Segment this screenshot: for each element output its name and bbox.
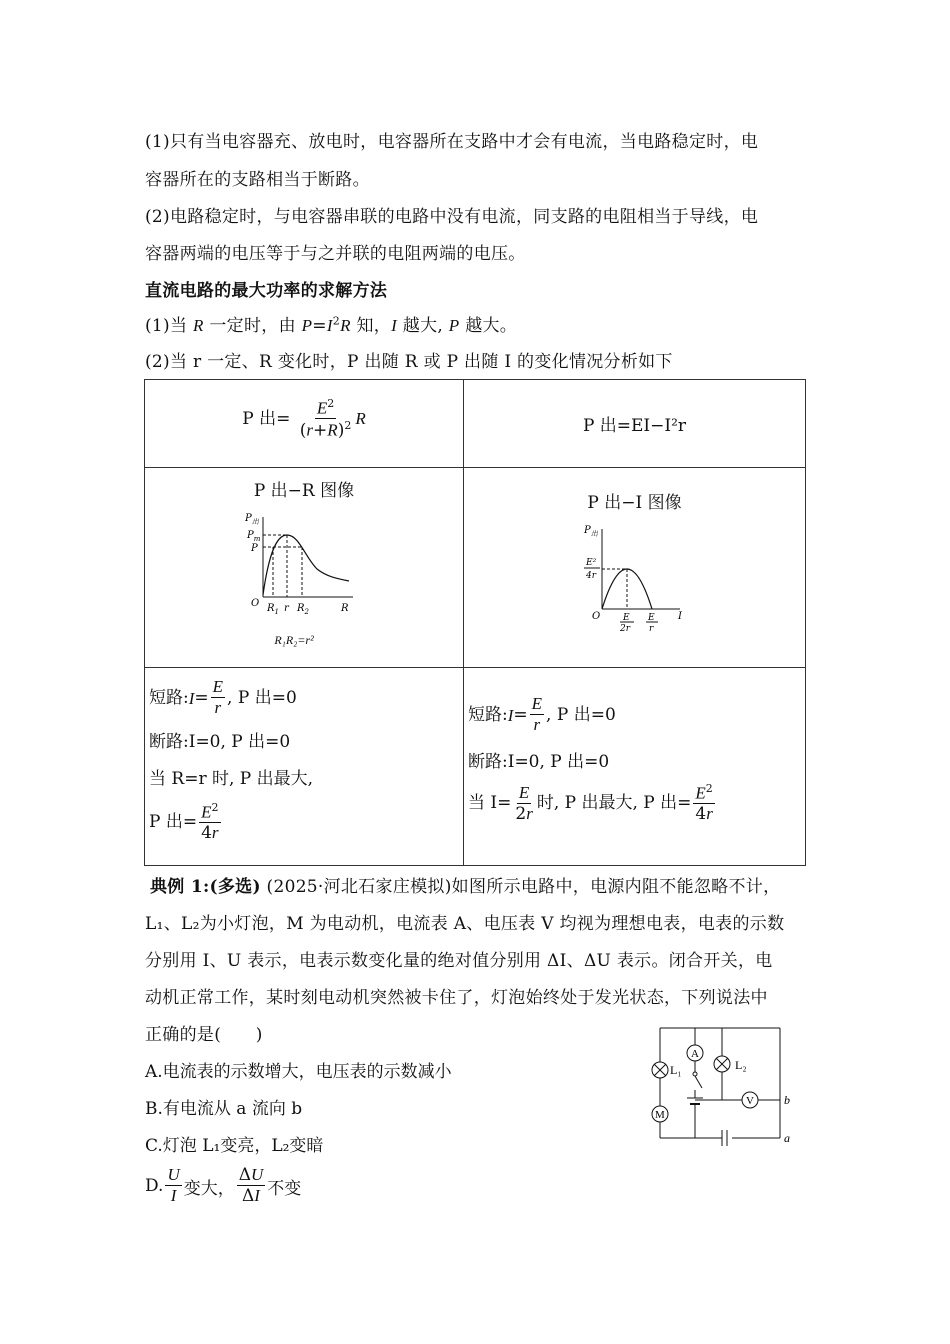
- option-c[interactable]: C.灯泡 L₁变亮，L₂变暗: [145, 1136, 324, 1156]
- p-i-graph: [580, 519, 710, 639]
- graph-r-title: P 出−R 图像: [253, 481, 355, 501]
- section-heading: 直流电路的最大功率的求解方法: [145, 281, 388, 301]
- svg-text:R1: $R_1$: [267, 603, 279, 616]
- svg-text:O: O: [251, 598, 260, 609]
- formula-cell-i: [464, 380, 806, 468]
- svg-text:O: O: [592, 611, 601, 622]
- svg-text:L₁: L₁: [670, 1063, 682, 1077]
- left-short-p: , P 出=0: [227, 687, 297, 708]
- method-2: (2)当 r 一定、R 变化时，P 出随 R 或 P 出随 I 的变化情况分析如下: [145, 352, 673, 372]
- right-max-pre: 当 I=: [468, 793, 512, 814]
- svg-text:E: E: [623, 613, 630, 623]
- example-line2: L₁、L₂为小灯泡，M 为电动机，电流表 A、电压表 V 均视为理想电表，电表的示数: [145, 914, 785, 934]
- left-summary-cell: 短路: I = $\frac{E}{r}$ , P 出=0 断路:I=0, P 出=0 当 R=r 时, P 出最大, P 出= $\frac{E^2}{4r}$: [145, 668, 464, 866]
- graph-cell-i: [464, 468, 806, 668]
- option-b[interactable]: B.有电流从 a 流向 b: [145, 1099, 303, 1119]
- example-line1: 典例 1:(多选) (2025·河北石家庄模拟)如图所示电路中，电源内阻不能忽略不计，: [150, 877, 781, 897]
- right-short-p: , P 出=0: [546, 704, 616, 725]
- svg-text:r: r: [284, 603, 289, 614]
- example-line5: 正确的是( ): [145, 1025, 263, 1045]
- graph-cell-r: [145, 468, 464, 668]
- svg-text:M: M: [655, 1109, 665, 1121]
- right-open: 断路:I=0, P 出=0: [468, 752, 610, 772]
- left-open: 断路:I=0, P 出=0: [149, 732, 291, 752]
- graph-r-note: R₁R₂=r²: [274, 633, 314, 647]
- para1-line2: 容器所在的支路相当于断路。: [145, 170, 370, 190]
- option-d[interactable]: D. $\frac{U}{I}$ 变大， $\frac{\Delta U}{\Delta I}$ 不变: [145, 1165, 302, 1206]
- graph-i-title: P 出−I 图像: [587, 493, 682, 513]
- svg-text:P: P: [251, 543, 258, 554]
- svg-text:P出: $P_出$: [245, 513, 259, 526]
- para2-line2: 容器两端的电压等于与之并联的电阻两端的电压。: [145, 244, 526, 264]
- p-r-graph: [235, 507, 365, 637]
- svg-text:E: E: [648, 613, 655, 623]
- para2-line1: (2)电路稳定时，与电容器串联的电路中没有电流，同支路的电阻相当于导线，电: [145, 207, 759, 227]
- right-summary-cell: 短路: I = $\frac{E}{r}$ , P 出=0 断路:I=0, P 出=0 当 I= $\frac{E}{2r}$ 时, P 出最大, P 出= $\frac{E^2}{4r}$: [464, 668, 806, 866]
- right-max-post: 时, P 出最大, P 出=: [536, 793, 692, 814]
- svg-text:b: b: [784, 1093, 790, 1107]
- svg-text:4r: 4r: [586, 571, 597, 581]
- svg-text:E²: E²: [586, 558, 597, 568]
- svg-text:r: r: [649, 624, 654, 634]
- right-short-label: 短路:: [468, 704, 508, 725]
- svg-text:I: I: [678, 611, 682, 622]
- svg-text:a: a: [784, 1131, 790, 1145]
- svg-text:Pm: $P_m$: [247, 530, 261, 543]
- option-a[interactable]: A.电流表的示数增大，电压表的示数减小: [145, 1062, 452, 1082]
- circuit-diagram: [640, 1020, 800, 1155]
- method-1: (1)当 R 一定时，由 $P=I^2R$ 知，I 越大, P 越大。: [145, 314, 518, 336]
- svg-text:L₂: L₂: [735, 1058, 747, 1072]
- left-short-label: 短路:: [149, 687, 189, 708]
- svg-text:V: V: [746, 1095, 754, 1107]
- switch-icon: [695, 1076, 702, 1088]
- svg-text:P出: $P_出$: [584, 525, 598, 538]
- formula-cell-r: P 出= $\frac{E^2}{(r+R)^2}$ R: [145, 380, 464, 468]
- formula-i: P 出=EI−I²r: [582, 416, 687, 436]
- svg-text:A: A: [691, 1048, 699, 1060]
- formula-r-lhs: P 出=: [242, 409, 291, 430]
- left-max: 当 R=r 时, P 出最大,: [149, 769, 314, 789]
- example-line4: 动机正常工作，某时刻电动机突然被卡住了，灯泡始终处于发光状态，下列说法中: [145, 988, 768, 1008]
- power-table: [144, 379, 806, 866]
- svg-text:R: R: [341, 603, 349, 614]
- left-pmax: P 出=: [149, 812, 198, 833]
- example-line3: 分别用 I、U 表示，电表示数变化量的绝对值分别用 ΔI、ΔU 表示。闭合开关，电: [145, 951, 773, 971]
- svg-text:R2: $R_2$: [297, 603, 309, 616]
- para1-line1: (1)只有当电容器充、放电时，电容器所在支路中才会有电流，当电路稳定时，电: [145, 132, 759, 152]
- svg-text:2r: 2r: [620, 624, 631, 634]
